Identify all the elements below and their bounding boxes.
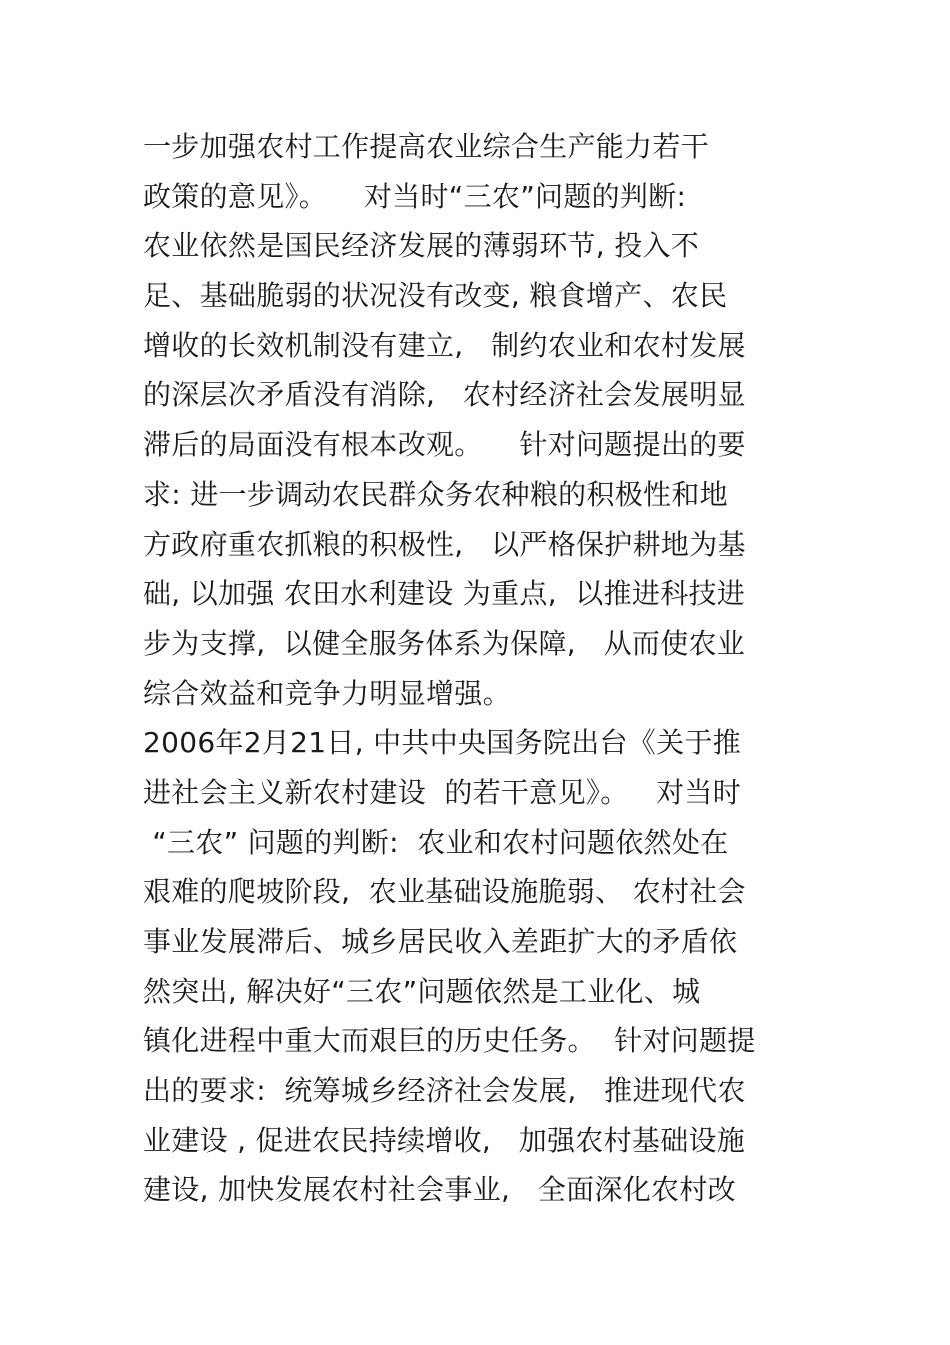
text-line: 综合效益和竞争力明显增强。 [143,676,511,710]
text-line: 一步加强农村工作提高农业综合生产能力若干 [143,130,710,163]
text-line: 方政府重农抓粮的积极性, 以严格保护耕地为基 [143,527,746,561]
text-line: 艰难的爬坡阶段, 农业基础设施脆弱、 农村社会 [143,875,746,909]
text-line: 步为支撑, 以健全服务体系为保障, 从而使农业 [143,626,746,660]
text-line: 滞后的局面没有根本改观。 针对问题提出的要 [143,428,746,462]
text-line: 镇化进程中重大而艰巨的历史任务。 针对问题提 [143,1024,756,1058]
text-line: 2006年2月21日, 中共中央国务院出台《关于推 [143,726,742,760]
text-line: 进社会主义新农村建设 的若干意见》。 对当时 [143,775,742,809]
text-line: “三农” 问题的判断: 农业和农村问题依然处在 [143,825,729,859]
text-line: 然突出, 解决好“三农”问题依然是工业化、城 [143,974,701,1008]
text-line: 足、基础脆弱的状况没有改变, 粮食增产、农民 [143,279,728,313]
text-line: 业建设 , 促进农民持续增收, 加强农村基础设施 [143,1123,746,1157]
text-line: 事业发展滞后、城乡居民收入差距扩大的矛盾依 [143,925,738,958]
text-line: 出的要求: 统筹城乡经济社会发展, 推进现代农 [143,1074,746,1108]
text-line: 增收的长效机制没有建立, 制约农业和农村发展 [143,328,746,362]
text-line: 建设, 加快发展农村社会事业, 全面深化农村改 [143,1173,736,1207]
text-line: 求: 进一步调动农民群众务农种粮的积极性和地 [143,477,728,511]
text-line: 的深层次矛盾没有消除, 农村经济社会发展明显 [143,378,746,412]
body-text [143,122,833,1215]
text-line: 政策的意见》。 对当时“三农”问题的判断: [143,179,687,213]
text-line: 农业依然是国民经济发展的薄弱环节, 投入不 [143,229,700,263]
text-line: 础, 以加强 农田水利建设 为重点, 以推进科技进 [143,577,746,611]
